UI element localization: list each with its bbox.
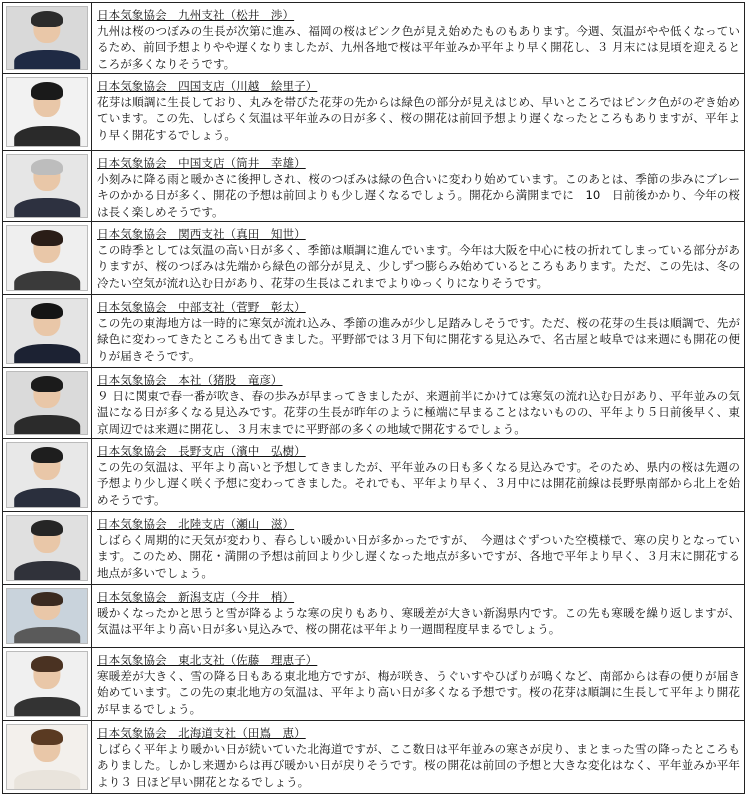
forecaster-heading: 日本気象協会 東北支社（佐藤 理恵子） [97, 653, 318, 667]
portrait-hair-shape [31, 159, 63, 175]
forecaster-photo [6, 724, 88, 790]
photo-cell [3, 585, 92, 648]
portrait-body-shape [14, 697, 80, 717]
portrait-hair-shape [31, 592, 63, 606]
photo-cell [3, 295, 92, 368]
photo-cell [3, 3, 92, 74]
portrait-hair-shape [31, 376, 63, 392]
comment-cell [92, 439, 745, 512]
forecast-comment: 暖かくなったかと思うと雪が降るような寒の戻りもあり、寒暖差が大きい新潟県内です。この先も寒暖を繰り返しますが、気温は平年より高い日が多い見込みで、桜の開花は平年より一週間程度早まるでしょう。 [97, 606, 740, 637]
comment-cell [92, 648, 745, 721]
forecast-row [3, 439, 745, 512]
forecaster-heading: 日本気象協会 新潟支店（今井 梢） [97, 590, 295, 604]
photo-cell [3, 512, 92, 585]
comment-cell [92, 512, 745, 585]
photo-cell [3, 151, 92, 222]
regional-forecast-table [2, 2, 745, 794]
forecaster-photo [6, 442, 88, 508]
comment-cell [92, 151, 745, 222]
forecast-comment: しばらく平年より暖かい日が続いていた北海道ですが、ここ数日は平年並みの寒さが戻り、まとまった雪の降ったところもありました。しかし来週からは再び暖かい日が戻りそうです。桜の開花は前回の予想と大きな変化はなく、平年並みか平年より３ 日ほど早い開花となるでしょう。 [97, 742, 740, 789]
photo-cell [3, 648, 92, 721]
comment-cell [92, 222, 745, 295]
portrait-body-shape [14, 488, 80, 508]
forecaster-heading: 日本気象協会 関西支社（真田 知世） [97, 227, 306, 241]
photo-cell [3, 74, 92, 151]
portrait-body-shape [14, 561, 80, 581]
forecast-row [3, 585, 745, 648]
comment-cell [92, 585, 745, 648]
forecaster-heading: 日本気象協会 長野支店（濱中 弘樹） [97, 444, 306, 458]
portrait-hair-shape [31, 11, 63, 27]
portrait-body-shape [14, 126, 80, 147]
portrait-body-shape [14, 271, 80, 291]
portrait-hair-shape [31, 82, 63, 100]
forecast-row [3, 368, 745, 439]
forecast-comment: 九州は桜のつぼみの生長が次第に進み、福岡の桜はピンク色が見え始めたものもあります。今週、気温がやや低くなっているため、前回予想よりやや遅くなりましたが、九州各地で桜は平年並みか平年より早く開花し、３ 月末には見頃を迎えるところが多くなりそうです。 [97, 24, 740, 71]
forecast-row [3, 721, 745, 794]
forecaster-heading: 日本気象協会 中国支店（筒井 幸雄） [97, 156, 306, 170]
forecast-row [3, 222, 745, 295]
forecast-rows [3, 3, 745, 794]
forecaster-photo [6, 6, 88, 70]
comment-cell [92, 74, 745, 151]
photo-cell [3, 368, 92, 439]
forecast-comment: 花芽は順調に生長しており、丸みを帯びた花芽の先からは緑色の部分が見えはじめ、早いところではピンク色がのぞき始めています。この先、しばらく気温は平年並みの日が多く、桜の開花は前回予想より遅くなったところもありますが、平年より早く開花するでしょう。 [97, 95, 740, 142]
forecast-row [3, 74, 745, 151]
forecast-comment: この先の東海地方は一時的に寒気が流れ込み、季節の進みが少し足踏みしそうです。ただ、桜の花芽の生長は順調で、先が緑色に変わってきたところも出てきました。平野部では３月下旬に開花する見込みで、名古屋と岐阜では来週にも開花の便りが届きそうです。 [97, 316, 741, 363]
photo-cell [3, 721, 92, 794]
forecaster-photo [6, 651, 88, 717]
portrait-hair-shape [31, 656, 63, 673]
portrait-body-shape [14, 415, 80, 435]
forecast-comment: 寒暖差が大きく、雪の降る日もある東北地方ですが、梅が咲き、うぐいすやひばりが鳴くなど、南部からは春の便りが届き始めています。この先の東北地方の気温は、平年より高い日が多くなる予想です。桜の花芽は順調に生長して平年より開花が早まるでしょう。 [97, 669, 740, 716]
portrait-hair-shape [31, 729, 63, 746]
portrait-body-shape [14, 198, 80, 218]
portrait-hair-shape [31, 303, 63, 320]
forecast-comment: この時季としては気温の高い日が多く、季節は順調に進んでいます。今年は大阪を中心に枝の折れてしまっている部分がありますが、桜のつぼみは先端から緑色の部分が見え、少しずつ膨らみ始めているところもあります。ただ、この先は、冬の冷たい空気が流れ込む日があり、花芽の生長はこれまでよりゆっくりになりそうです。 [97, 243, 740, 290]
forecaster-photo [6, 588, 88, 644]
photo-cell [3, 222, 92, 295]
comment-cell [92, 368, 745, 439]
forecast-comment: 小刻みに降る雨と暖かさに後押しされ、桜のつぼみは緑の色合いに変わり始めています。このあとは、季節の歩みにブレーキのかかる日が多く、開花の予想は前回よりも少し遅くなるでしょう。開花から満開までに 10 日前後かかり、今年の桜は長く楽しめそうです。 [97, 172, 740, 219]
forecast-row [3, 3, 745, 74]
forecaster-heading: 日本気象協会 北海道支社（田嶌 恵） [97, 726, 306, 740]
forecast-row [3, 512, 745, 585]
forecaster-photo [6, 77, 88, 147]
forecast-comment: ９ 日に関東で春一番が吹き、春の歩みが早まってきましたが、来週前半にかけては寒気の流れ込む日があり、平年並みの気温になる日が多くなる見込みです。花芽の生長が昨年のように極端に早まることはないものの、平年より５日前後早く、東京周辺では来週に開花し、３月末までに平野部の多くの地域で開花するでしょう。 [97, 389, 740, 436]
portrait-hair-shape [31, 447, 63, 464]
forecaster-heading: 日本気象協会 九州支社（松井 渉） [97, 8, 295, 22]
forecaster-photo [6, 225, 88, 291]
comment-cell [92, 721, 745, 794]
forecaster-heading: 日本気象協会 四国支店（川越 絵里子） [97, 79, 318, 93]
forecast-comment: しばらく周期的に天気が変わり、春らしい暖かい日が多かったですが、 今週はぐずついた空模様で、寒の戻りとなっています。このため、開花・満開の予想は前回より少し遅くなった地点が多いですが、各地で平年より早く、３月末に開花する地点が多いでしょう。 [97, 533, 740, 580]
forecaster-heading: 日本気象協会 本社（猪股 竜彦） [97, 373, 283, 387]
forecaster-heading: 日本気象協会 中部支社（菅野 彰太） [97, 300, 306, 314]
portrait-body-shape [14, 627, 80, 644]
photo-cell [3, 439, 92, 512]
portrait-body-shape [14, 344, 80, 364]
portrait-hair-shape [31, 520, 63, 537]
portrait-body-shape [14, 770, 80, 790]
portrait-body-shape [14, 50, 80, 70]
forecast-row [3, 295, 745, 368]
forecaster-heading: 日本気象協会 北陸支店（瀬山 滋） [97, 517, 295, 531]
forecaster-photo [6, 154, 88, 218]
forecast-row [3, 151, 745, 222]
forecast-row [3, 648, 745, 721]
forecast-comment: この先の気温は、平年より高いと予想してきましたが、平年並みの日も多くなる見込みです。そのため、県内の桜は先週の予想より少し遅く咲く予想に変わってきました。それでも、平年より早く、３月中には開花前線は長野県南部から北上を始めそうです。 [97, 460, 741, 507]
forecaster-photo [6, 298, 88, 364]
comment-cell [92, 295, 745, 368]
portrait-hair-shape [31, 230, 63, 247]
comment-cell [92, 3, 745, 74]
forecaster-photo [6, 371, 88, 435]
forecaster-photo [6, 515, 88, 581]
